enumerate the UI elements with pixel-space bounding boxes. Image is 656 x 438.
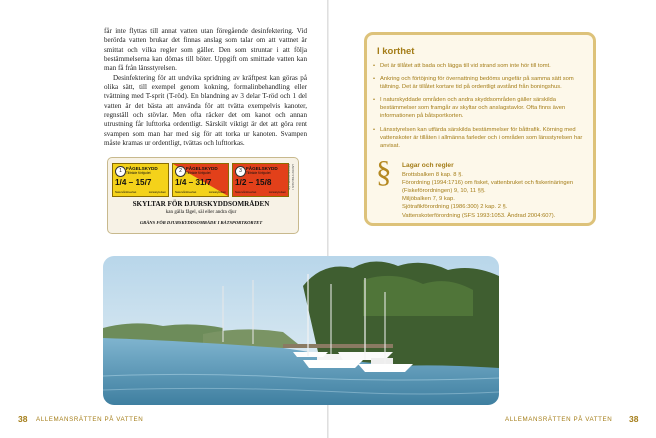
bird-protection-sign	[232, 163, 289, 197]
sign-dates: 1/4 – 31/7	[175, 178, 212, 187]
sign-title: FÅGELSKYDD	[126, 166, 158, 171]
sign-title: FÅGELSKYDD	[186, 166, 218, 171]
sign-footer: Länsstyrelsen	[268, 190, 286, 194]
summary-bullet: • Länsstyrelsen kan utfärda särskilda bestämmelser för båttrafik. Körning med vattenskoter är tillåten i allmänna farleder och i områden som länsstyrelsen har anvisat.	[373, 126, 591, 150]
sign-illustration	[107, 157, 299, 234]
harbor-photo-icon	[103, 256, 499, 405]
law-item: Sjötrafikförordning (1986:300) 2 kap. 2 §.	[402, 204, 508, 211]
paragraph: får inte flyttas till annat vatten utan föregående desinfektering. Vid berörda vatten brukar det finnas anslag som talar om att vattnet är smittat och vilka regler som gäller. Den som struntar i att följa bestämmelserna kan dömas till böter. Uppgift om smittade vatten kan man få från länsstyrelsen.	[104, 27, 307, 73]
law-item: Vattenskoterförordning (SFS 1993:1053. Ändrad 2004:607).	[402, 212, 556, 219]
page-number-right: 38	[629, 414, 639, 424]
bird-protection-sign	[172, 163, 229, 197]
summary-bullet: • Ankring och förtöjning för övernattning bedöms ungefär på samma sätt som tältning. Det är tillåtet kortare tid på ordentligt avstånd från boningshus.	[373, 75, 591, 91]
summary-title: I korthet	[377, 46, 415, 57]
sign-footer: Länsstyrelsen	[208, 190, 226, 194]
sign-footer: Naturvårdsverket	[115, 190, 137, 194]
sign-title: FÅGELSKYDD	[246, 166, 278, 171]
laws-title: Lagar och regler	[402, 162, 454, 169]
page-number-left: 38	[18, 414, 28, 424]
sign-subtitle: Tillträde förbjudet	[186, 171, 211, 175]
sign-dates: 1/4 – 15/7	[115, 178, 152, 187]
law-item: Brottsbalken 8 kap. 8 §.	[402, 172, 463, 179]
bird-protection-sign	[112, 163, 169, 197]
summary-list	[373, 62, 591, 155]
sign-number: 3	[235, 166, 246, 177]
sign-subtitle: Tillträde förbjudet	[126, 171, 151, 175]
sign-footer: Naturvårdsverket	[175, 190, 197, 194]
paragraph: Desinfektering för att undvika spridning av kräftpest kan göras på olika sätt, till exempel genom kokning, formalinbehandling eller tvättning med T-sprit (T-röd). En blandning av 3 delar T-röd och 1 del vatten är det bästa att använda för att tvätta exempelvis kanoter, regnställ och stövlar. Men ofta räcker det om kanot och annan utrustning får lufttorka ordentligt. Särskilt viktigt är det att göra rent svampen som man har med sig för att torka ur kanoten. Svampen måste kramas ur ordentligt, tvättas och lufttorkas.	[104, 73, 307, 148]
sign-number: 1	[115, 166, 126, 177]
summary-bullet: • Det är tillåtet att bada och lägga till vid strand som inte hör till tomt.	[373, 62, 591, 70]
sign-footer: Naturvårdsverket	[235, 190, 257, 194]
laws-section	[402, 162, 587, 220]
harbor-photo	[103, 256, 499, 405]
sign-boundary-caption: GRÄNS FÖR DJURSKYDDSOMRÅDE I BÅTSPORTKORTET	[139, 220, 263, 225]
running-footer-right: ALLEMANSRÄTTEN PÅ VATTEN	[505, 416, 613, 423]
sign-subcaption: kan gälla fågel, säl eller andra djur	[165, 209, 237, 215]
sign-dates: 1/2 – 15/8	[235, 178, 272, 187]
sign-number: 2	[175, 166, 186, 177]
sign-subtitle: Tillträde förbjudet	[246, 171, 271, 175]
section-sign-icon: §	[376, 154, 392, 189]
summary-bullet: • I naturskyddade områden och andra skyddsområden gäller särskilda bestämmelser som framgår av skyltar och anslagstavlor. Ofta finns även informationen på båtsportkorten.	[373, 96, 591, 120]
sign-caption: SKYLTAR FÖR DJURSKYDDSOMRÅDEN	[132, 200, 270, 208]
law-item: Miljöbalken 7, 9 kap.	[402, 196, 455, 203]
running-footer-left: ALLEMANSRÄTTEN PÅ VATTEN	[36, 416, 144, 423]
law-item: Förordning (1994:1716) om fisket, vattenbruket och fiskerinäringen (Fiskeförordningen) 9, 10, 11 §§.	[402, 180, 574, 195]
sign-footer: Länsstyrelsen	[148, 190, 166, 194]
sign-side-text: LANSSTYRELSEN I STOCKHOLMS LÄN	[287, 164, 295, 190]
body-text	[104, 27, 307, 148]
summary-box	[364, 32, 596, 226]
